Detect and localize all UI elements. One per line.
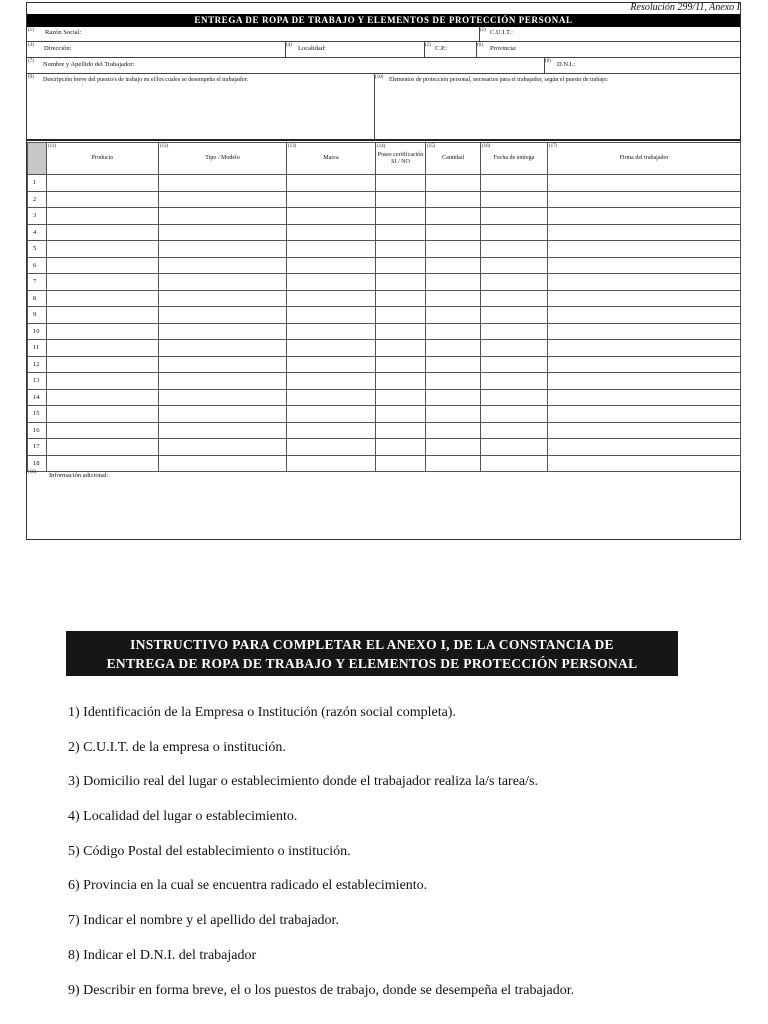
certificacion-cell[interactable] xyxy=(376,191,426,208)
fecha-entrega-cell[interactable] xyxy=(481,422,548,439)
cantidad-cell[interactable] xyxy=(426,257,481,274)
cuit-label: C.U.I.T.: xyxy=(490,29,513,36)
field-number: (2) xyxy=(480,28,486,33)
field-number: (10) xyxy=(375,75,384,80)
col-certificacion: (14) Posee certificación SI / NO xyxy=(376,143,426,175)
field-number: (18) xyxy=(28,470,37,475)
certificacion-cell[interactable] xyxy=(376,224,426,241)
marca-cell[interactable] xyxy=(287,175,376,192)
table-row xyxy=(28,224,741,241)
col-marca: (13) Marca xyxy=(287,143,376,175)
producto-cell[interactable] xyxy=(47,422,159,439)
tipo-modelo-cell[interactable] xyxy=(159,241,287,258)
row-number-header xyxy=(28,143,47,175)
fecha-entrega-cell[interactable] xyxy=(481,455,548,472)
producto-cell[interactable] xyxy=(47,241,159,258)
direccion-label: Dirección: xyxy=(44,45,72,52)
table-row xyxy=(28,208,741,225)
field-number: (7) xyxy=(28,59,34,64)
cantidad-cell[interactable] xyxy=(426,274,481,291)
table-row xyxy=(28,241,741,258)
items-table xyxy=(27,142,741,472)
divider xyxy=(27,41,740,42)
marca-cell[interactable] xyxy=(287,356,376,373)
firma-cell[interactable] xyxy=(548,208,741,225)
fecha-entrega-cell[interactable] xyxy=(481,224,548,241)
firma-cell[interactable] xyxy=(548,340,741,357)
fecha-entrega-cell[interactable] xyxy=(481,290,548,307)
table-header-row xyxy=(28,143,741,175)
instruction-item: 6) Provincia en la cual se encuentra radicado el establecimiento. xyxy=(68,878,428,894)
row-number: 6 xyxy=(28,257,47,274)
fecha-entrega-cell[interactable] xyxy=(481,340,548,357)
col-producto: (11) Producto xyxy=(47,143,159,175)
certificacion-cell[interactable] xyxy=(376,175,426,192)
marca-cell[interactable] xyxy=(287,439,376,456)
certificacion-cell[interactable] xyxy=(376,290,426,307)
row-number: 15 xyxy=(28,406,47,423)
firma-cell[interactable] xyxy=(548,356,741,373)
certificacion-cell[interactable] xyxy=(376,406,426,423)
certificacion-cell[interactable] xyxy=(376,373,426,390)
marca-cell[interactable] xyxy=(287,290,376,307)
certificacion-cell[interactable] xyxy=(376,455,426,472)
tipo-modelo-cell[interactable] xyxy=(159,439,287,456)
field-number: (5) xyxy=(425,43,431,48)
col-tipo-modelo: (12) Tipo / Modelo xyxy=(159,143,287,175)
row-number: 12 xyxy=(28,356,47,373)
fecha-entrega-cell[interactable] xyxy=(481,307,548,324)
field-number: (6) xyxy=(477,43,483,48)
table-row xyxy=(28,323,741,340)
tipo-modelo-cell[interactable] xyxy=(159,307,287,324)
row-number: 16 xyxy=(28,422,47,439)
fecha-entrega-cell[interactable] xyxy=(481,323,548,340)
marca-cell[interactable] xyxy=(287,241,376,258)
cantidad-cell[interactable] xyxy=(426,373,481,390)
row-number: 14 xyxy=(28,389,47,406)
cantidad-cell[interactable] xyxy=(426,439,481,456)
cantidad-cell[interactable] xyxy=(426,323,481,340)
marca-cell[interactable] xyxy=(287,307,376,324)
resolution-reference: Resolución 299/11, Anexo I xyxy=(630,2,740,13)
cp-label: C.P.: xyxy=(435,45,448,52)
table-row xyxy=(28,455,741,472)
firma-cell[interactable] xyxy=(548,373,741,390)
cantidad-cell[interactable] xyxy=(426,455,481,472)
instruction-item: 2) C.U.I.T. de la empresa o institución. xyxy=(68,739,286,755)
dni-label: D.N.I.: xyxy=(557,61,576,68)
fecha-entrega-cell[interactable] xyxy=(481,373,548,390)
marca-cell[interactable] xyxy=(287,224,376,241)
producto-cell[interactable] xyxy=(47,356,159,373)
firma-cell[interactable] xyxy=(548,406,741,423)
producto-cell[interactable] xyxy=(47,290,159,307)
table-row xyxy=(28,290,741,307)
row-number: 3 xyxy=(28,208,47,225)
instruction-item: 4) Localidad del lugar o establecimiento. xyxy=(68,809,298,825)
certificacion-cell[interactable] xyxy=(376,257,426,274)
row-number: 11 xyxy=(28,340,47,357)
tipo-modelo-cell[interactable] xyxy=(159,290,287,307)
firma-cell[interactable] xyxy=(548,175,741,192)
instruction-item: 3) Domicilio real del lugar o establecimiento donde el trabajador realiza la/s tarea/s. xyxy=(68,774,538,790)
firma-cell[interactable] xyxy=(548,323,741,340)
fecha-entrega-cell[interactable] xyxy=(481,389,548,406)
producto-cell[interactable] xyxy=(47,389,159,406)
descripcion-label: Descripción breve del puesto/s de trabajo en el/los cuales se desempeña el trabajador: xyxy=(43,77,249,83)
fecha-entrega-cell[interactable] xyxy=(481,274,548,291)
instruction-item: 1) Identificación de la Empresa o Institución (razón social completa). xyxy=(68,705,456,720)
tipo-modelo-cell[interactable] xyxy=(159,422,287,439)
fecha-entrega-cell[interactable] xyxy=(481,439,548,456)
marca-cell[interactable] xyxy=(287,191,376,208)
producto-cell[interactable] xyxy=(47,208,159,225)
producto-cell[interactable] xyxy=(47,274,159,291)
field-number: (4) xyxy=(286,43,292,48)
row-number: 10 xyxy=(28,323,47,340)
firma-cell[interactable] xyxy=(548,191,741,208)
tipo-modelo-cell[interactable] xyxy=(159,274,287,291)
table-row xyxy=(28,191,741,208)
divider xyxy=(27,57,740,58)
firma-cell[interactable] xyxy=(548,290,741,307)
certificacion-cell[interactable] xyxy=(376,241,426,258)
table-row xyxy=(28,406,741,423)
row-number: 9 xyxy=(28,307,47,324)
informacion-adicional-label: Información adicional: xyxy=(49,472,109,479)
firma-cell[interactable] xyxy=(548,257,741,274)
tipo-modelo-cell[interactable] xyxy=(159,389,287,406)
certificacion-cell[interactable] xyxy=(376,340,426,357)
instruction-item: 9) Describir en forma breve, el o los puestos de trabajo, donde se desempeña el trabajador. xyxy=(68,982,575,998)
row-number: 18 xyxy=(28,455,47,472)
nombre-label: Nombre y Apellido del Trabajador: xyxy=(43,61,135,68)
producto-cell[interactable] xyxy=(47,406,159,423)
instruction-item: 5) Código Postal del establecimiento o institución. xyxy=(68,843,351,859)
producto-cell[interactable] xyxy=(47,439,159,456)
fecha-entrega-cell[interactable] xyxy=(481,241,548,258)
epp-delivery-form xyxy=(26,2,741,540)
tipo-modelo-cell[interactable] xyxy=(159,455,287,472)
certificacion-cell[interactable] xyxy=(376,208,426,225)
instruction-item: 7) Indicar el nombre y el apellido del trabajador. xyxy=(68,913,339,929)
instructions-list xyxy=(68,703,748,1015)
certificacion-cell[interactable] xyxy=(376,389,426,406)
divider xyxy=(27,73,740,74)
table-row xyxy=(28,340,741,357)
marca-cell[interactable] xyxy=(287,455,376,472)
row-number: 8 xyxy=(28,290,47,307)
certificacion-cell[interactable] xyxy=(376,323,426,340)
elementos-label: Elementos de protección personal, necesarios para el trabajador, según el puesto de trabajo: xyxy=(389,77,609,83)
field-number: (9) xyxy=(28,75,34,80)
tipo-modelo-cell[interactable] xyxy=(159,257,287,274)
cantidad-cell[interactable] xyxy=(426,406,481,423)
marca-cell[interactable] xyxy=(287,422,376,439)
producto-cell[interactable] xyxy=(47,340,159,357)
row-number: 5 xyxy=(28,241,47,258)
cantidad-cell[interactable] xyxy=(426,340,481,357)
fecha-entrega-cell[interactable] xyxy=(481,191,548,208)
table-row xyxy=(28,373,741,390)
cantidad-cell[interactable] xyxy=(426,224,481,241)
table-row xyxy=(28,274,741,291)
producto-cell[interactable] xyxy=(47,224,159,241)
marca-cell[interactable] xyxy=(287,373,376,390)
tipo-modelo-cell[interactable] xyxy=(159,208,287,225)
cantidad-cell[interactable] xyxy=(426,208,481,225)
table-row xyxy=(28,439,741,456)
row-number: 2 xyxy=(28,191,47,208)
tipo-modelo-cell[interactable] xyxy=(159,340,287,357)
row-number: 4 xyxy=(28,224,47,241)
cantidad-cell[interactable] xyxy=(426,241,481,258)
producto-cell[interactable] xyxy=(47,373,159,390)
tipo-modelo-cell[interactable] xyxy=(159,323,287,340)
razon-social-label: Razón Social: xyxy=(45,29,82,36)
firma-cell[interactable] xyxy=(548,241,741,258)
cantidad-cell[interactable] xyxy=(426,389,481,406)
table-row xyxy=(28,175,741,192)
marca-cell[interactable] xyxy=(287,389,376,406)
marca-cell[interactable] xyxy=(287,323,376,340)
table-row xyxy=(28,356,741,373)
tipo-modelo-cell[interactable] xyxy=(159,224,287,241)
tipo-modelo-cell[interactable] xyxy=(159,406,287,423)
marca-cell[interactable] xyxy=(287,208,376,225)
firma-cell[interactable] xyxy=(548,274,741,291)
certificacion-cell[interactable] xyxy=(376,439,426,456)
field-number: (8) xyxy=(545,59,551,64)
table-row xyxy=(28,257,741,274)
marca-cell[interactable] xyxy=(287,406,376,423)
producto-cell[interactable] xyxy=(47,307,159,324)
certificacion-cell[interactable] xyxy=(376,274,426,291)
fecha-entrega-cell[interactable] xyxy=(481,406,548,423)
certificacion-cell[interactable] xyxy=(376,307,426,324)
row-number: 1 xyxy=(28,175,47,192)
tipo-modelo-cell[interactable] xyxy=(159,175,287,192)
provincia-label: Provincia: xyxy=(490,45,517,52)
cantidad-cell[interactable] xyxy=(426,290,481,307)
cantidad-cell[interactable] xyxy=(426,356,481,373)
firma-cell[interactable] xyxy=(548,455,741,472)
marca-cell[interactable] xyxy=(287,274,376,291)
producto-cell[interactable] xyxy=(47,175,159,192)
fecha-entrega-cell[interactable] xyxy=(481,175,548,192)
producto-cell[interactable] xyxy=(47,257,159,274)
certificacion-cell[interactable] xyxy=(376,356,426,373)
localidad-label: Localidad: xyxy=(298,45,326,52)
cantidad-cell[interactable] xyxy=(426,307,481,324)
firma-cell[interactable] xyxy=(548,422,741,439)
cantidad-cell[interactable] xyxy=(426,175,481,192)
row-number: 7 xyxy=(28,274,47,291)
row-number: 17 xyxy=(28,439,47,456)
instructions-title xyxy=(66,631,678,676)
producto-cell[interactable] xyxy=(47,323,159,340)
instructions-title-line: ENTREGA DE ROPA DE TRABAJO Y ELEMENTOS DE PROTECCIÓN PERSONAL xyxy=(106,656,638,671)
firma-cell[interactable] xyxy=(548,439,741,456)
firma-cell[interactable] xyxy=(548,307,741,324)
row-number: 13 xyxy=(28,373,47,390)
cantidad-cell[interactable] xyxy=(426,422,481,439)
firma-cell[interactable] xyxy=(548,224,741,241)
tipo-modelo-cell[interactable] xyxy=(159,356,287,373)
divider xyxy=(374,73,375,140)
fecha-entrega-cell[interactable] xyxy=(481,356,548,373)
table-row xyxy=(28,422,741,439)
col-cantidad: (15) Cantidad xyxy=(426,143,481,175)
producto-cell[interactable] xyxy=(47,191,159,208)
divider xyxy=(27,139,740,141)
marca-cell[interactable] xyxy=(287,257,376,274)
col-fecha-entrega: (16) Fecha de entrega xyxy=(481,143,548,175)
tipo-modelo-cell[interactable] xyxy=(159,191,287,208)
producto-cell[interactable] xyxy=(47,455,159,472)
cantidad-cell[interactable] xyxy=(426,191,481,208)
instructions-title-line: INSTRUCTIVO PARA COMPLETAR EL ANEXO I, DE LA CONSTANCIA DE xyxy=(130,637,614,652)
col-firma: (17) Firma del trabajador xyxy=(548,143,741,175)
tipo-modelo-cell[interactable] xyxy=(159,373,287,390)
fecha-entrega-cell[interactable] xyxy=(481,257,548,274)
firma-cell[interactable] xyxy=(548,389,741,406)
fecha-entrega-cell[interactable] xyxy=(481,208,548,225)
certificacion-cell[interactable] xyxy=(376,422,426,439)
field-number: (1) xyxy=(28,28,34,33)
instruction-item: 8) Indicar el D.N.I. del trabajador xyxy=(68,947,257,963)
table-row xyxy=(28,389,741,406)
marca-cell[interactable] xyxy=(287,340,376,357)
form-title: ENTREGA DE ROPA DE TRABAJO Y ELEMENTOS DE PROTECCIÓN PERSONAL xyxy=(27,14,740,27)
table-row xyxy=(28,307,741,324)
field-number: (3) xyxy=(28,43,34,48)
